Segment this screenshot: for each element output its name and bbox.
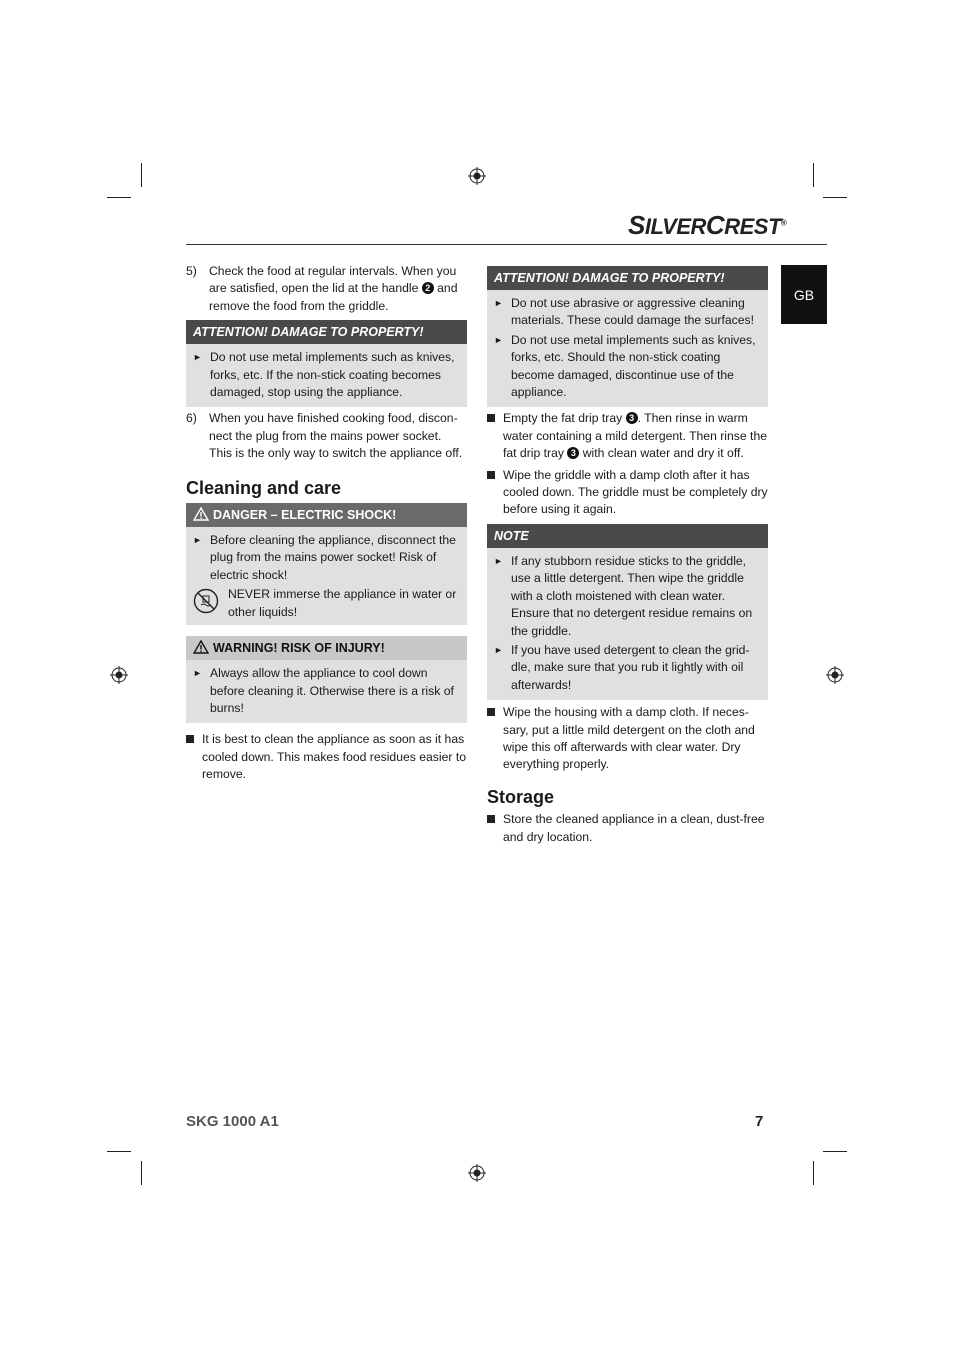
crop-mark	[823, 197, 847, 198]
arrow-icon: ►	[494, 644, 503, 655]
attention-box	[186, 320, 467, 407]
no-immerse-note: NEVER immerse the appliance in water or other liquids!	[193, 586, 459, 621]
warning-item: ► Always allow the appliance to cool down before cleaning it. Otherwise there is a risk of burns!	[193, 666, 454, 715]
registration-mark-icon	[826, 666, 844, 684]
arrow-icon: ►	[494, 298, 503, 308]
ref-number: 3	[567, 447, 579, 459]
crop-mark	[813, 1161, 814, 1185]
square-bullet-icon	[186, 735, 194, 743]
registration-mark-icon	[110, 666, 128, 684]
language-tab: GB	[781, 265, 827, 324]
ref-number: 3	[626, 412, 638, 424]
arrow-icon: ►	[494, 334, 503, 345]
note-title: NOTE	[487, 524, 768, 548]
warning-title: WARNING! RISK OF INJURY!	[186, 636, 467, 660]
step-6: 6) When you have finished cooking food, discon-nect the plug from the mains power socket. This is the only way to switch the appliance off.	[186, 411, 463, 461]
bullet-clean-soon: It is best to clean the appliance as soon as it has cooled down. This makes food residues easier to remove.	[186, 731, 467, 783]
right-column	[487, 266, 768, 846]
square-bullet-icon	[487, 708, 495, 716]
footer-model: SKG 1000 A1	[186, 1113, 279, 1130]
arrow-icon: ►	[193, 352, 202, 363]
square-bullet-icon	[487, 414, 495, 422]
attention-item: ► Do not use abrasive or aggressive cleaning materials. These could damage the surfaces!	[494, 296, 754, 328]
danger-item: ► Before cleaning the appliance, disconnect the plug from the mains power socket! Risk of electric shock!	[193, 533, 456, 582]
step-5: 5) Check the food at regular intervals. When you are satisfied, open the lid at the handle 2 and remove the food from the griddle.	[186, 264, 458, 313]
attention-item: ► Do not use metal implements such as knives, forks, etc. If the non-stick coating becomes damaged, stop using the appliance.	[193, 350, 455, 400]
no-immerse-icon	[193, 588, 219, 614]
danger-title: DANGER – ELECTRIC SHOCK!	[186, 503, 467, 527]
warning-triangle-icon	[193, 640, 209, 654]
ref-number: 2	[422, 282, 434, 294]
bullet-housing: Wipe the housing with a damp cloth. If neces-sary, put a little mild detergent on the cloth and wipe this off afterwards with clear water. Dry everything properly.	[487, 704, 768, 774]
warning-triangle-icon	[193, 507, 209, 521]
danger-box	[186, 503, 467, 625]
square-bullet-icon	[487, 471, 495, 479]
attention-box	[487, 266, 768, 407]
crop-mark	[141, 163, 142, 187]
registration-mark-icon	[468, 167, 486, 185]
registration-mark-icon	[468, 1164, 486, 1182]
attention-title: ATTENTION! DAMAGE TO PROPERTY!	[487, 266, 768, 290]
attention-item: ► Do not use metal implements such as knives, forks, etc. Should the non-stick coating become damaged, discontinue use of the appliance.	[494, 332, 756, 400]
warning-box	[186, 636, 467, 723]
crop-mark	[141, 1161, 142, 1185]
arrow-icon: ►	[494, 555, 503, 566]
note-box	[487, 524, 768, 700]
bullet-storage: Store the cleaned appliance in a clean, dust-free and dry location.	[487, 811, 768, 846]
left-column	[186, 263, 467, 784]
square-bullet-icon	[487, 815, 495, 823]
bullet-fat-tray: Empty the fat drip tray 3 . Then rinse in warm water containing a mild detergent. Then rinse the fat drip tray 3 with clean water and dry it off.	[487, 410, 768, 462]
crop-mark	[107, 197, 131, 198]
header-rule	[186, 244, 827, 245]
page-number: 7	[755, 1113, 764, 1130]
note-item: ► If any stubborn residue sticks to the griddle, use a little detergent. Then wipe the griddle with a cloth moistened with clean water. Ensure that no detergent residue remains on the griddle.	[494, 553, 753, 638]
arrow-icon: ►	[193, 668, 202, 679]
attention-title: ATTENTION! DAMAGE TO PROPERTY!	[186, 320, 467, 344]
crop-mark	[107, 1151, 131, 1152]
crop-mark	[813, 163, 814, 187]
crop-mark	[823, 1151, 847, 1152]
note-item: ► If you have used detergent to clean the grid-dle, make sure that you rub it lightly with oil afterwards!	[494, 642, 750, 692]
section-heading-storage: Storage	[487, 786, 555, 807]
bullet-griddle: Wipe the griddle with a damp cloth after it has cooled down. The griddle must be completely dry before using it again.	[487, 467, 768, 519]
arrow-icon: ►	[193, 535, 202, 546]
brand-logo: SILVERCREST®	[628, 210, 787, 240]
section-heading-cleaning: Cleaning and care	[186, 477, 342, 498]
